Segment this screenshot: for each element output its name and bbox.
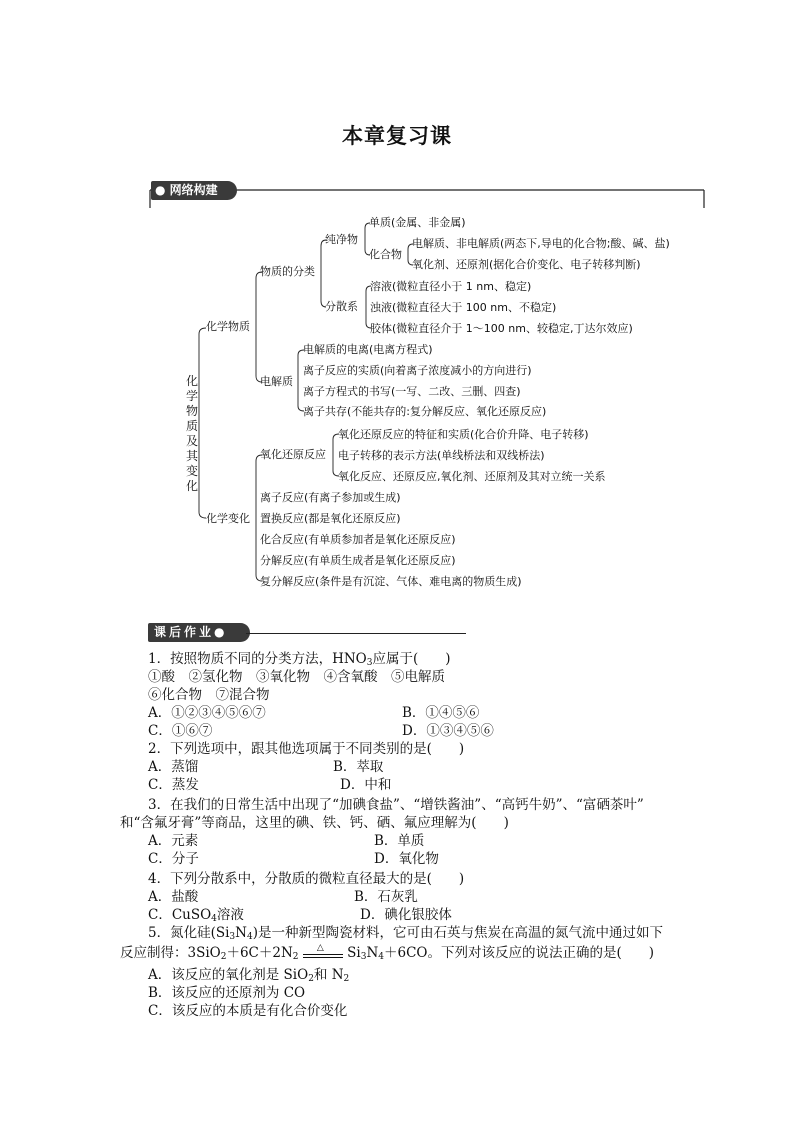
q5-stem-1: 5．氮化硅$(Si_3N_4)$是一种新型陶瓷材料，它可由石英与焦炭在高温的氮气流中通过如下 — [148, 925, 663, 942]
q2-option-d: D．中和 — [340, 777, 392, 793]
q1-list-2: ⑥化合物 ⑦混合物 — [148, 687, 270, 703]
q2-option-b: B．萃取 — [333, 759, 384, 775]
section-network-label: ● 网络构建 — [151, 181, 237, 200]
q1-option-a: A．①②③④⑤⑥⑦ — [148, 705, 266, 721]
node-change-3: 化合反应(有单质参加者是氧化还原反应) — [260, 533, 456, 546]
bullet-icon: ● — [155, 183, 166, 197]
node-change-1: 离子反应(有离子参加或生成) — [260, 491, 401, 504]
q3-option-a: A．元素 — [148, 833, 199, 849]
q1-option-b: B．①④⑤⑥ — [402, 705, 480, 721]
node-element: 单质(金属、非金属) — [369, 216, 466, 229]
node-redox-1: 氧化还原反应的特征和实质(化合价升降、电子转移) — [338, 428, 589, 441]
section-homework-label: 课后作业● — [148, 623, 250, 642]
q3-stem-1: 3．在我们的日常生活中出现了“加碘食盐”、“增铁酱油”、“高钙牛奶”、“富硒茶叶” — [148, 797, 644, 813]
node-electrolyte-4: 离子共存(不能共存的:复分解反应、氧化还原反应) — [303, 405, 547, 418]
node-colloid: 胶体(微粒直径介于 1～100 nm、较稳定,丁达尔效应) — [370, 322, 633, 335]
q2-option-c: C．蒸发 — [148, 777, 199, 793]
q4-option-d: D．碘化银胶体 — [360, 907, 452, 923]
q1-option-d: D．①③④⑤⑥ — [402, 723, 494, 739]
section-homework-rule — [246, 633, 466, 634]
node-dispersion: 分散系 — [325, 300, 358, 313]
q5-option-b: B．该反应的还原剂为 CO — [148, 985, 306, 1001]
node-change-2: 置换反应(都是氧化还原反应) — [260, 512, 401, 525]
node-changes: 化学变化 — [206, 512, 250, 525]
node-electrolyte-1: 电解质的电离(电离方程式) — [303, 343, 433, 356]
q1-list-1: ①酸 ②氢化物 ③氧化物 ④含氧酸 ⑤电解质 — [148, 669, 445, 685]
q1-stem: 1．按照物质不同的分类方法，$HNO_3$应属于( ) — [148, 651, 451, 668]
node-substances: 化学物质 — [206, 320, 250, 333]
q2-option-a: A．蒸馏 — [148, 759, 199, 775]
node-suspension: 浊液(微粒直径大于 100 nm、不稳定) — [370, 301, 557, 314]
q4-option-a: A．盐酸 — [148, 889, 199, 905]
node-electrolyte-3: 离子方程式的书写(一写、二改、三删、四查) — [303, 385, 521, 398]
q2-stem: 2．下列选项中，跟其他选项属于不同类别的是( ) — [148, 741, 465, 757]
q4-option-b: B．石灰乳 — [354, 889, 418, 905]
tree-root: 化学物质及其变化 — [186, 374, 199, 493]
node-change-5: 复分解反应(条件是有沉淀、气体、难电离的物质生成) — [260, 575, 522, 588]
q3-option-c: C．分子 — [148, 851, 199, 867]
q4-option-c: C．CuSO$_4$溶液 — [148, 907, 244, 924]
node-redox-2: 电子转移的表示方法(单线桥法和双线桥法) — [338, 449, 545, 462]
page-title: 本章复习课 — [342, 124, 452, 148]
q5-option-a: A．该反应的氧化剂是 SiO$_2$和 $N_2$ — [148, 967, 350, 984]
node-electrolyte: 电解质 — [260, 375, 293, 388]
bullet-icon: ● — [214, 625, 228, 639]
node-classification: 物质的分类 — [260, 265, 315, 278]
heat-condition: △ — [316, 942, 324, 953]
equals-lines — [303, 954, 343, 958]
q3-option-b: B．单质 — [374, 833, 425, 849]
node-redox-3: 氧化反应、还原反应,氧化剂、还原剂及其对立统一关系 — [338, 470, 606, 483]
node-compound-2: 氧化剂、还原剂(据化合价变化、电子转移判断) — [412, 258, 641, 271]
q5-option-c: C．该反应的本质是有化合价变化 — [148, 1003, 348, 1019]
q3-option-d: D．氧化物 — [374, 851, 439, 867]
reaction-arrow — [303, 942, 343, 961]
q3-stem-2: 和“含氟牙膏”等商品，这里的碘、铁、钙、硒、氟应理解为( ) — [120, 815, 509, 831]
node-change-4: 分解反应(有单质生成者是氧化还原反应) — [260, 554, 456, 567]
node-solution: 溶液(微粒直径小于 1 nm、稳定) — [370, 280, 532, 293]
q1-option-c: C．①⑥⑦ — [148, 723, 213, 739]
node-compound-1: 电解质、非电解质(两态下,导电的化合物;酸、碱、盐) — [412, 237, 670, 250]
node-compound: 化合物 — [369, 248, 402, 261]
node-pure: 纯净物 — [325, 233, 358, 246]
q4-stem: 4．下列分散系中，分散质的微粒直径最大的是( ) — [148, 871, 465, 887]
q5-stem-2: 反应制得：$3SiO_2+6C+2N_2$ △ $Si_3N_4+6CO$。下列对该反应的说法正确的是( ) — [120, 944, 654, 966]
node-redox: 氧化还原反应 — [260, 448, 326, 461]
node-electrolyte-2: 离子反应的实质(向着离子浓度减小的方向进行) — [303, 364, 532, 377]
